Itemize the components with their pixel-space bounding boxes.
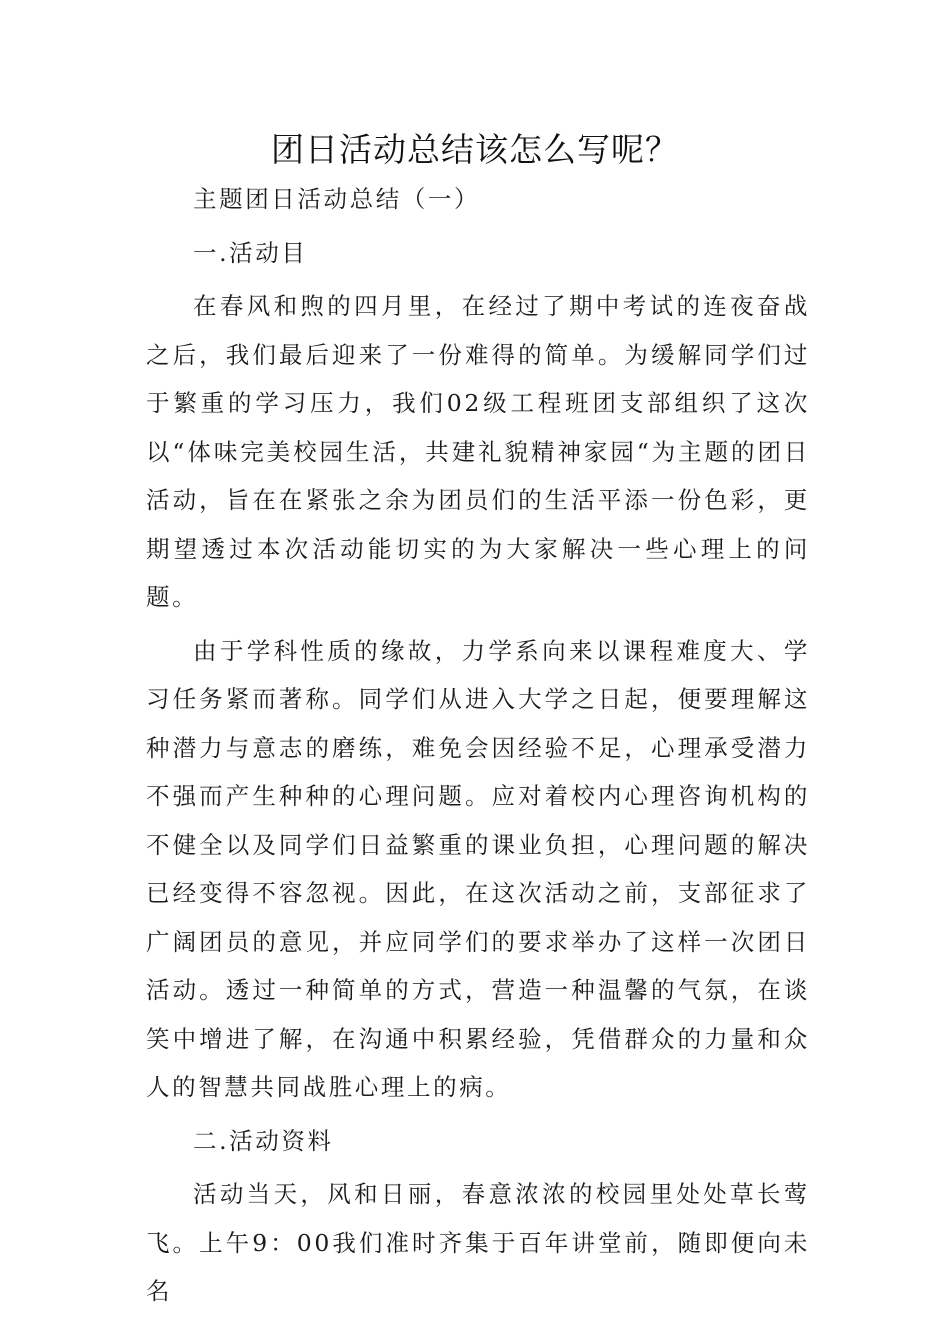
document-title: 团日活动总结该怎么写呢？ — [271, 130, 679, 169]
section-heading-content: 二.活动资料 — [193, 1126, 334, 1155]
paragraph: 由于学科性质的缘故，力学系向来以课程难度大、学习任务紧而著称。同学们从进入大学之日起，便要理解这种潜力与意志的磨练，难免会因经验不足，心理承受潜力不强而产生种种的心理问题。应对着校内心理咨询机构的不健全以及同学们日益繁重的课业负担，心理问题的解决已经变得不容忽视。因此，在这次活动之前，支部征求了广阔团员的意见，并应同学们的要求举办了这样一次团日活动。透过一种简单的方式，营造一种温馨的气氛，在谈笑中增进了解，在沟通中积累经验，凭借群众的力量和众人的智慧共同战胜心理上的病。 — [146, 636, 810, 1101]
document-subtitle: 主题团日活动总结（一） — [193, 185, 481, 213]
paragraph: 活动当天，风和日丽，春意浓浓的校园里处处草长莺飞。上午9：00我们准时齐集于百年讲堂前，随即便向未名 — [146, 1180, 810, 1305]
paragraph: 在春风和煦的四月里，在经过了期中考试的连夜奋战之后，我们最后迎来了一份难得的简单。为缓解同学们过于繁重的学习压力，我们02级工程班团支部组织了这次以“体味完美校园生活，共建礼貌精神家园“为主题的团日活动，旨在在紧张之余为团员们的生活平添一份色彩，更期望透过本次活动能切实的为大家解决一些心理上的问题。 — [146, 292, 810, 611]
section-heading-purpose: 一.活动目 — [193, 238, 308, 267]
document-body — [146, 175, 810, 1321]
